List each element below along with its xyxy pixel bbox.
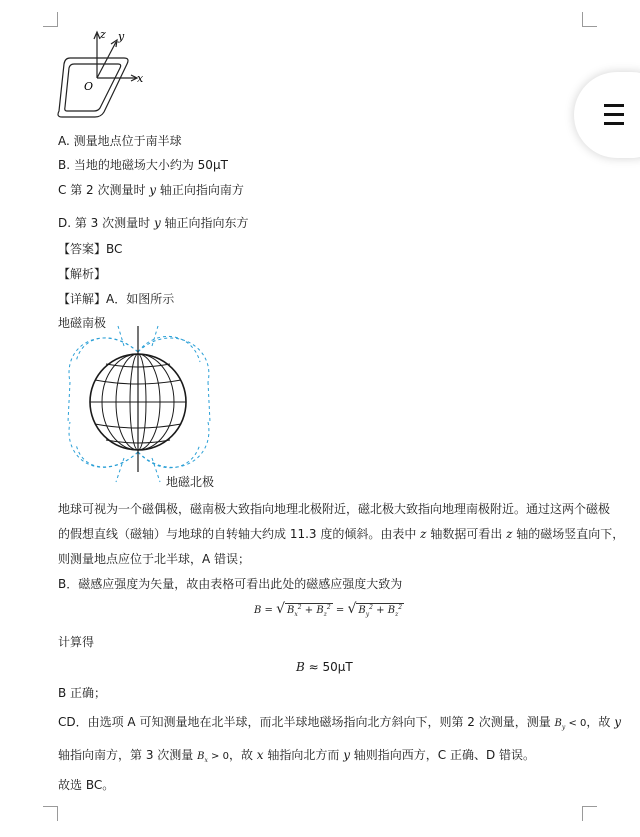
option-a: A. 测量地点位于南半球 xyxy=(58,134,182,148)
axis-x-label: x xyxy=(137,72,144,85)
formula-magnitude: B = √ $B_x^2 + B_z^2$ = √ $B_y^2 + B_z^2$ xyxy=(254,601,403,618)
option-b: B. 当地的地磁场大小约为 50μT xyxy=(58,158,228,172)
corner-mark-bottom-left xyxy=(43,806,58,821)
b-correct: B 正确； xyxy=(58,686,107,700)
menu-button[interactable] xyxy=(574,72,640,158)
final-answer: 故选 BC。 xyxy=(58,778,115,792)
detail-intro: 【详解】A．如图所示 xyxy=(58,292,175,306)
south-pole-label: 地磁南极 xyxy=(58,316,107,330)
axis-y-label: y xyxy=(118,30,125,43)
paragraph-a-line-2: 的假想直线（磁轴）与地球的自转轴大约成 11.3 度的倾斜。由表中 z 轴数据可看出 z 轴的磁场竖直向下， xyxy=(58,527,625,541)
axis-z-label: z xyxy=(100,28,106,41)
origin-label: O xyxy=(84,80,94,93)
north-pole-label: 地磁北极 xyxy=(166,475,215,489)
phone-axes-diagram xyxy=(52,26,152,122)
calc-label: 计算得 xyxy=(58,635,95,649)
analysis-heading: 【解析】 xyxy=(58,267,107,281)
paragraph-a-line-1: 地球可视为一个磁偶极，磁南极大致指向地理北极附近，磁北极大致指向地理南极附近。通过这两个磁极 xyxy=(58,502,611,516)
corner-mark-bottom-right xyxy=(582,806,597,821)
paragraph-cd-line-1: CD．由选项 A 可知测量地在北半球，而北半球地磁场指向北方斜向下，则第 2 次测量，测量 $B_y < 0$，故 y xyxy=(58,715,622,731)
paragraph-cd-line-2: 轴指向南方，第 3 次测量 $B_x > 0$，故 x 轴指向北方而 y 轴则指向西方，C 正确、D 错误。 xyxy=(58,748,536,764)
corner-mark-top-left xyxy=(43,12,58,27)
answer-line: 【答案】BC xyxy=(58,242,123,256)
earth-magnetic-field-diagram xyxy=(64,322,214,490)
corner-mark-top-right xyxy=(582,12,597,27)
paragraph-a-line-3: 则测量地点应位于北半球，A 错误； xyxy=(58,552,251,566)
paragraph-b: B．磁感应强度为矢量，故由表格可看出此处的磁感应强度大致为 xyxy=(58,577,403,591)
result-line: B ≈ 50μT xyxy=(296,660,353,674)
option-c: C 第 2 次测量时 y 轴正向指向南方 xyxy=(58,183,244,197)
option-d: D. 第 3 次测量时 y 轴正向指向东方 xyxy=(58,216,249,230)
